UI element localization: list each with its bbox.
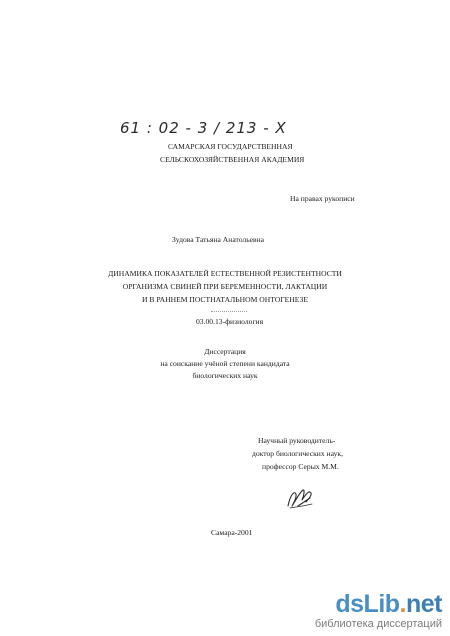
dissertation-label: Диссертация (204, 347, 246, 356)
field-line: биологических наук (192, 371, 258, 380)
supervisor-line-2: доктор биологических наук, (252, 449, 343, 458)
dissertation-title-line-3: И В РАННЕМ ПОСТНАТАЛЬНОМ ОНТОГЕНЕЗЕ (142, 295, 308, 304)
handwritten-signature (284, 484, 318, 512)
place-and-year: Самара-2001 (211, 528, 253, 537)
dslib-logo: dsLib.net (335, 590, 442, 618)
rights-reserved-note: На правах рукописи (290, 194, 355, 203)
institution-line-2: СЕЛЬСКОХОЗЯЙСТВЕННАЯ АКАДЕМИЯ (160, 155, 305, 164)
supervisor-line-3: профессор Серых М.М. (262, 462, 339, 471)
specialty-code: 03.00.13-физиология (196, 317, 264, 326)
dslib-tagline: библиотека диссертаций (314, 618, 442, 630)
author-name: Зудова Татьяна Анатольевна (172, 235, 265, 244)
institution-line-1: САМАРСКАЯ ГОСУДАРСТВЕННАЯ (168, 142, 293, 151)
supervisor-line-1: Научный руководитель- (258, 436, 336, 445)
archive-number-handwritten: 61 : 02 - 3 / 213 - X (120, 119, 287, 137)
dslib-watermark (315, 592, 442, 630)
dissertation-title-line-2: ОРГАНИЗМА СВИНЕЙ ПРИ БЕРЕМЕННОСТИ, ЛАКТАЦИИ (122, 282, 328, 291)
degree-line: на соискание учёной степени кандидата (160, 359, 290, 368)
dissertation-title-line-1: ДИНАМИКА ПОКАЗАТЕЛЕЙ ЕСТЕСТВЕННОЙ РЕЗИСТЕНТНОСТИ (108, 269, 342, 278)
